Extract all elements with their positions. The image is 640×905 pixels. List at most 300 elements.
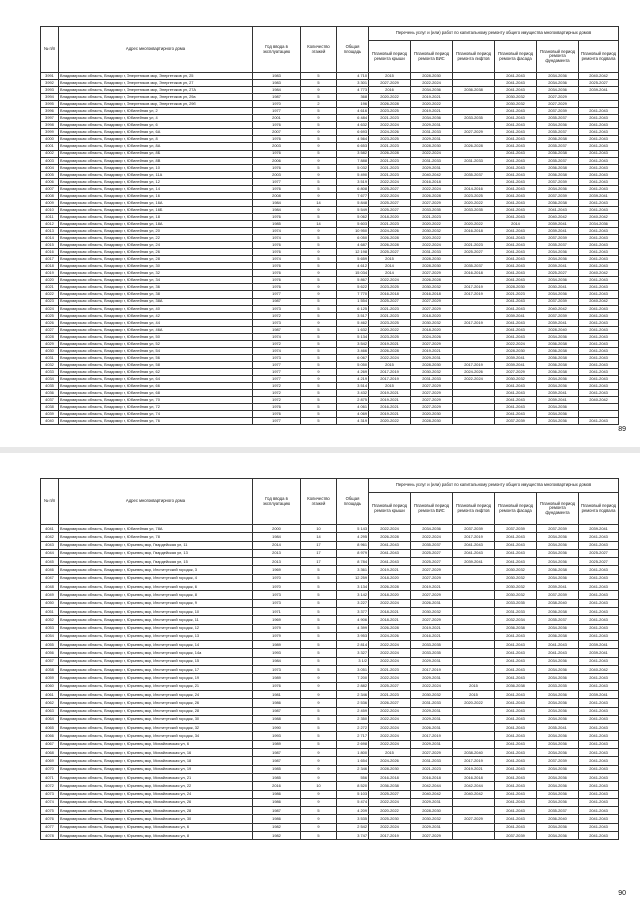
cell-address: Владимирская область, Владимир г, Юбилейная ул, 24 (59, 242, 253, 249)
header-floors: Количество этажей (301, 479, 337, 525)
cell-area: 5 848 (337, 199, 369, 206)
cell-vis: 2026-2028 (411, 277, 453, 284)
cell-area: 4 773 (337, 87, 369, 94)
cell-foundation: 2041-2043 (537, 649, 579, 657)
cell-vis: 2027-2029 (411, 340, 453, 347)
cell-floors: 5 (301, 397, 337, 404)
cell-facade: 2027-2029 (495, 368, 537, 375)
cell-year: 1990 (253, 724, 301, 732)
cell-vis: 2029-2031 (411, 354, 453, 361)
cell-year: 1983 (253, 73, 301, 80)
cell-roof: 2015 (369, 256, 411, 263)
cell-address: Владимирская область, Владимир г, Юрьевец мкр, Институтский городок, 12 (59, 624, 253, 632)
cell-facade: 2041-2043 (495, 690, 537, 698)
cell-roof: 2021-2023 (369, 312, 411, 319)
cell-basement: 2041-2043 (579, 361, 619, 368)
cell-address: Владимирская область, Владимир г, Юбилейная ул, 42 (59, 312, 253, 319)
cell-floors: 9 (301, 798, 337, 806)
table-row (41, 807, 619, 815)
cell-address: Владимирская область, Владимир г, Юрьевец мкр, Михайловская ул, 22 (59, 782, 253, 790)
cell-vis: 2018-2020 (411, 312, 453, 319)
cell-area: 3 142 (337, 591, 369, 599)
cell-floors: 14 (301, 220, 337, 227)
cell-num: 3995 (41, 101, 59, 108)
cell-lifts (453, 101, 495, 108)
cell-address: Владимирская область, Владимир г, Юбилейная ул, 16А (59, 199, 253, 206)
table-row (41, 690, 619, 698)
cell-num: 4032 (41, 361, 59, 368)
cell-area: 2 459 (337, 707, 369, 715)
cell-lifts: 2021-2023 (453, 242, 495, 249)
cell-lifts (453, 574, 495, 582)
cell-address: Владимирская область, Владимир г, Юбилейная ул, 58 (59, 361, 253, 368)
cell-num: 4066 (41, 732, 59, 740)
cell-roof: 2021-2023 (369, 143, 411, 150)
table-row (41, 599, 619, 607)
cell-lifts (453, 607, 495, 615)
cell-roof: 2022-2024 (369, 707, 411, 715)
cell-lifts (453, 591, 495, 599)
table-row (41, 94, 619, 101)
cell-basement: 2041-2043 (579, 616, 619, 624)
cell-floors: 5 (301, 326, 337, 333)
cell-address: Владимирская область, Владимир г, Юбилейная ул, 18А (59, 220, 253, 227)
cell-lifts: 2035-2037 (453, 263, 495, 270)
cell-floors: 5 (301, 566, 337, 574)
cell-roof: 2021-2023 (369, 157, 411, 164)
cell-lifts (453, 150, 495, 157)
cell-vis: 2026-2031 (411, 599, 453, 607)
cell-vis: 2027-2029 (411, 305, 453, 312)
header-group: Перечень услуг и (или) работ по капитальному ремонту общего имущества многоквартирных домов (369, 479, 619, 493)
document-page-89 (0, 0, 640, 440)
cell-facade: 2041-2043 (495, 807, 537, 815)
cell-vis: 2029-2031 (411, 164, 453, 171)
cell-lifts (453, 707, 495, 715)
cell-roof: 2016 (369, 87, 411, 94)
table-row (41, 319, 619, 326)
cell-num: 4033 (41, 368, 59, 375)
cell-basement: 2041-2043 (579, 235, 619, 242)
repair-schedule-table (40, 26, 619, 425)
cell-floors: 10 (301, 525, 337, 533)
cell-roof: 2021-2023 (369, 164, 411, 171)
header-num: № п/п (41, 479, 59, 525)
cell-roof: 2020-2022 (369, 326, 411, 333)
cell-foundation: 2036-2040 (537, 815, 579, 823)
cell-foundation: 2041-2043 (537, 641, 579, 649)
cell-lifts: 2020-2022 (453, 220, 495, 227)
cell-vis: 2016-2021 (411, 632, 453, 640)
cell-vis: 2029-2031 (411, 136, 453, 143)
cell-floors: 9 (301, 749, 337, 757)
cell-lifts (453, 347, 495, 354)
cell-lifts: 2017-2019 (453, 319, 495, 326)
cell-floors: 5 (301, 122, 337, 129)
cell-lifts (453, 732, 495, 740)
cell-lifts (453, 823, 495, 831)
cell-lifts: 2035-2037 (453, 171, 495, 178)
cell-roof: 2026-2028 (369, 624, 411, 632)
table-row (41, 249, 619, 256)
cell-area: 6 653 (337, 143, 369, 150)
cell-lifts: 2020-2022 (453, 199, 495, 206)
cell-roof: 2041-2043 (369, 541, 411, 549)
cell-area: 5 549 (337, 206, 369, 213)
cell-facade: 2041-2043 (495, 87, 537, 94)
cell-area: 8 520 (337, 782, 369, 790)
cell-floors: 5 (301, 298, 337, 305)
cell-address: Владимирская область, Владимир г, Юбилейная ул, 22 (59, 235, 253, 242)
cell-num: 4049 (41, 591, 59, 599)
cell-address: Владимирская область, Владимир г, Юрьевец мкр, Институтский городок, 6 (59, 583, 253, 591)
cell-area: 5 622 (337, 284, 369, 291)
cell-lifts (453, 354, 495, 361)
cell-vis: 2028-2030 (411, 361, 453, 368)
cell-basement: 2041-2043 (579, 249, 619, 256)
cell-roof: 2022-2024 (369, 599, 411, 607)
cell-floors: 5 (301, 591, 337, 599)
cell-facade: 2032-2034 (495, 616, 537, 624)
cell-year: 1976 (253, 213, 301, 220)
cell-lifts: 2016-2018 (453, 773, 495, 781)
cell-basement (579, 404, 619, 411)
cell-area: 5 103 (337, 790, 369, 798)
cell-num: 4044 (41, 549, 59, 557)
cell-lifts (453, 583, 495, 591)
cell-vis: 2031-2033 (411, 757, 453, 765)
cell-area: 3 953 (337, 632, 369, 640)
cell-roof: 2023-2025 (369, 108, 411, 115)
cell-address: Владимирская область, Владимир г, Юрьевец мкр, Михайловская ул, 28 (59, 807, 253, 815)
cell-lifts (453, 724, 495, 732)
cell-year: 1985 (253, 773, 301, 781)
cell-roof: 2022-2024 (369, 657, 411, 665)
cell-foundation: 2036-2038 (537, 354, 579, 361)
table-row (41, 411, 619, 418)
cell-roof: 2019-2021 (369, 566, 411, 574)
cell-facade: 2041-2043 (495, 185, 537, 192)
cell-floors: 5 (301, 715, 337, 723)
cell-floors: 9 (301, 674, 337, 682)
cell-roof: 2016-2018 (369, 773, 411, 781)
cell-year: 1984 (253, 657, 301, 665)
cell-address: Владимирская область, Владимир г, Юрьевец мкр, Михайловская ул, 21 (59, 773, 253, 781)
cell-vis: 2040-2042 (411, 171, 453, 178)
table-row (41, 823, 619, 831)
cell-area: 6 050 (337, 235, 369, 242)
cell-foundation: 2034-2036 (537, 404, 579, 411)
cell-basement: 2041-2043 (579, 263, 619, 270)
cell-floors: 9 (301, 815, 337, 823)
cell-year: 1987 (253, 298, 301, 305)
table-row (41, 157, 619, 164)
cell-num: 4046 (41, 566, 59, 574)
cell-address: Владимирская область, Владимир г, Юбилейная ул, 16 (59, 192, 253, 199)
cell-num: 4028 (41, 333, 59, 340)
cell-lifts: 2041-2043 (453, 541, 495, 549)
cell-basement: 2041-2043 (579, 256, 619, 263)
cell-facade: 2041-2043 (495, 122, 537, 129)
cell-floors: 9 (301, 206, 337, 213)
cell-area: 368 (337, 94, 369, 101)
cell-facade: 2041-2043 (495, 108, 537, 115)
cell-vis: 2034-2036 (411, 87, 453, 94)
cell-facade: 2041-2043 (495, 815, 537, 823)
cell-facade: 2041-2043 (495, 235, 537, 242)
cell-floors: 5 (301, 574, 337, 582)
cell-floors: 9 (301, 765, 337, 773)
cell-vis: 2022-2024 (411, 533, 453, 541)
cell-foundation: 2037-2039 (537, 591, 579, 599)
cell-basement: 2041-2043 (579, 326, 619, 333)
cell-roof: 2018-2020 (369, 591, 411, 599)
cell-facade: 2041-2043 (495, 632, 537, 640)
cell-vis: 2022-2024 (411, 80, 453, 87)
cell-roof: 2026-2028 (369, 347, 411, 354)
table-row (41, 108, 619, 115)
cell-year: 2007 (253, 129, 301, 136)
cell-facade: 2041-2043 (495, 558, 537, 566)
table-row (41, 790, 619, 798)
cell-area: 5 474 (337, 798, 369, 806)
cell-num: 4034 (41, 376, 59, 383)
cell-num: 4040 (41, 418, 59, 425)
cell-num: 3991 (41, 73, 59, 80)
cell-facade: 2039-2041 (495, 354, 537, 361)
cell-vis: 2029-2031 (411, 657, 453, 665)
cell-year: 1977 (253, 178, 301, 185)
cell-vis: 2031-2033 (411, 249, 453, 256)
cell-address: Владимирская область, Владимир г, Юрьевец мкр, Гвардейская ул, 13 (59, 549, 253, 557)
cell-foundation: 2037-2039 (537, 312, 579, 319)
cell-vis: 2029-2031 (411, 798, 453, 806)
cell-basement: 2034-2036 (579, 220, 619, 227)
cell-basement: 2041-2043 (579, 674, 619, 682)
cell-vis: 2022-2024 (411, 185, 453, 192)
cell-foundation: 2038-2040 (537, 599, 579, 607)
cell-basement: 2041-2043 (579, 823, 619, 831)
cell-floors: 9 (301, 319, 337, 326)
cell-area: 5 050 (337, 361, 369, 368)
cell-facade: 2041-2043 (495, 724, 537, 732)
cell-lifts (453, 108, 495, 115)
cell-year: 1986 (253, 815, 301, 823)
cell-facade: 2030-2032 (495, 101, 537, 108)
cell-num: 4020 (41, 277, 59, 284)
cell-vis: 2035-2037 (411, 541, 453, 549)
cell-year: 1976 (253, 277, 301, 284)
cell-roof: 2018-2021 (369, 607, 411, 615)
cell-basement: 2041-2043 (579, 143, 619, 150)
cell-foundation: 2035-2037 (537, 129, 579, 136)
cell-area: 3 747 (337, 831, 369, 839)
cell-vis: 2030-2032 (411, 368, 453, 375)
table-row (41, 404, 619, 411)
cell-foundation: 2034-2036 (537, 291, 579, 298)
cell-year: 1970 (253, 574, 301, 582)
cell-foundation: 2039-2041 (537, 263, 579, 270)
header-roof: Плановый период ремонта крыши (369, 41, 411, 73)
cell-roof: 2022-2024 (369, 641, 411, 649)
cell-foundation: 2039-2041 (537, 390, 579, 397)
table-row (41, 80, 619, 87)
cell-num: 4022 (41, 291, 59, 298)
cell-area: 5 032 (337, 164, 369, 171)
table-row (41, 73, 619, 80)
cell-foundation: 2037-2039 (537, 298, 579, 305)
cell-floors: 5 (301, 185, 337, 192)
cell-facade: 2041-2043 (495, 649, 537, 657)
cell-floors: 5 (301, 418, 337, 425)
cell-area: 4 269 (337, 368, 369, 375)
cell-lifts: 2031-2033 (453, 157, 495, 164)
cell-facade: 2041-2043 (495, 164, 537, 171)
cell-vis: 2027-2029 (411, 404, 453, 411)
cell-area: 2 346 (337, 765, 369, 773)
cell-foundation: 2035-2037 (537, 157, 579, 164)
cell-area: 3 134 (337, 583, 369, 591)
cell-year: 1973 (253, 319, 301, 326)
cell-facade: 2022-2024 (495, 340, 537, 347)
table-row (41, 333, 619, 340)
cell-roof: 2021-2023 (369, 171, 411, 178)
cell-lifts (453, 624, 495, 632)
cell-address: Владимирская область, Владимир г, Юбилейная ул, 8 (59, 136, 253, 143)
cell-roof: 2019-2021 (369, 397, 411, 404)
cell-facade: 2036-2038 (495, 682, 537, 690)
cell-year: 2013 (253, 558, 301, 566)
cell-area: 2 272 (337, 724, 369, 732)
cell-floors: 5 (301, 390, 337, 397)
cell-address: Владимирская область, Владимир г, Юрьевец мкр, Михайловская ул, 16 (59, 749, 253, 757)
cell-lifts (453, 740, 495, 748)
cell-floors: 5 (301, 657, 337, 665)
cell-floors: 5 (301, 333, 337, 340)
cell-vis: 2034-2036 (411, 115, 453, 122)
cell-lifts: 2042-2044 (453, 782, 495, 790)
cell-num: 4054 (41, 632, 59, 640)
cell-foundation: 2034-2036 (537, 418, 579, 425)
cell-num: 4043 (41, 541, 59, 549)
cell-vis: 2033-2035 (411, 649, 453, 657)
cell-floors: 5 (301, 150, 337, 157)
cell-area: 4 564 (337, 136, 369, 143)
cell-area: 3 517 (337, 312, 369, 319)
cell-address: Владимирская область, Владимир г, Юбилейная ул, 38А (59, 298, 253, 305)
cell-roof: 2026-2028 (369, 242, 411, 249)
cell-vis: 2029-2031 (411, 122, 453, 129)
cell-foundation: 2034-2036 (537, 333, 579, 340)
cell-vis: 2030-2032 (411, 607, 453, 615)
cell-area: 5 062 (337, 213, 369, 220)
cell-floors: 9 (301, 157, 337, 164)
cell-floors: 5 (301, 164, 337, 171)
cell-num: 4064 (41, 715, 59, 723)
cell-floors: 9 (301, 192, 337, 199)
cell-area: 1 632 (337, 326, 369, 333)
cell-vis: 2030-2032 (411, 815, 453, 823)
cell-area: 4 906 (337, 616, 369, 624)
cell-year: 2003 (253, 171, 301, 178)
cell-lifts: 2026-2028 (453, 143, 495, 150)
cell-lifts (453, 333, 495, 340)
table-body (41, 525, 619, 840)
header-area: Общая площадь (337, 27, 369, 73)
cell-vis: 2021-2023 (411, 213, 453, 220)
table-row (41, 228, 619, 235)
cell-area: 4 616 (337, 108, 369, 115)
cell-basement: 2040-2042 (579, 270, 619, 277)
cell-address: Владимирская область, Владимир г, Юрьевец мкр, Гвардейская ул, 11 (59, 541, 253, 549)
cell-floors: 5 (301, 256, 337, 263)
cell-foundation: 2030-2041 (537, 284, 579, 291)
cell-num: 4057 (41, 657, 59, 665)
table-row (41, 574, 619, 582)
cell-roof: 2021-2023 (369, 115, 411, 122)
cell-address: Владимирская область, Владимир г, Юрьевец мкр, Институтский городок, 19 (59, 674, 253, 682)
cell-lifts (453, 298, 495, 305)
cell-basement: 2041-2043 (579, 277, 619, 284)
cell-foundation: 2035-2037 (537, 616, 579, 624)
cell-foundation: 2036-2038 (537, 199, 579, 206)
cell-area: 3 535 (337, 815, 369, 823)
cell-facade: 2041-2043 (495, 136, 537, 143)
cell-num: 4013 (41, 228, 59, 235)
table-row (41, 87, 619, 94)
cell-lifts: 2041-2043 (453, 549, 495, 557)
table-row (41, 798, 619, 806)
cell-address: Владимирская область, Владимир г, Юбилейная ул, 18 (59, 213, 253, 220)
cell-floors: 5 (301, 263, 337, 270)
cell-vis: 2040-2042 (411, 790, 453, 798)
cell-year: 1974 (253, 333, 301, 340)
cell-facade: 2041-2043 (495, 157, 537, 164)
cell-floors: 9 (301, 87, 337, 94)
cell-basement: 2041-2043 (579, 390, 619, 397)
cell-address: Владимирская область, Владимир г, Юбилейная ул, 46А (59, 326, 253, 333)
header-address: Адрес многоквартирного дома (59, 27, 253, 73)
cell-roof: 2022-2024 (369, 732, 411, 740)
table-row (41, 340, 619, 347)
cell-lifts: 2016-2018 (453, 228, 495, 235)
cell-year: 1976 (253, 185, 301, 192)
cell-vis: 2017-2019 (411, 732, 453, 740)
cell-address: Владимирская область, Владимир г, Юрьевец мкр, Михайловская ул, 26 (59, 798, 253, 806)
cell-facade: 2041-2043 (495, 206, 537, 213)
cell-num: 4047 (41, 574, 59, 582)
cell-floors: 5 (301, 632, 337, 640)
cell-basement: 2041-2043 (579, 541, 619, 549)
cell-roof: 2025-2027 (369, 206, 411, 213)
cell-floors: 5 (301, 607, 337, 615)
cell-floors: 5 (301, 277, 337, 284)
cell-facade: 2041-2043 (495, 326, 537, 333)
cell-vis: 2042-2044 (411, 782, 453, 790)
cell-year: 1986 (253, 790, 301, 798)
cell-floors: 5 (301, 411, 337, 418)
cell-year: 1986 (253, 699, 301, 707)
header-foundation: Плановый период ремонта фундамента (537, 41, 579, 73)
table-row (41, 277, 619, 284)
cell-floors: 9 (301, 171, 337, 178)
cell-year: 1976 (253, 263, 301, 270)
cell-year: 1970 (253, 101, 301, 108)
cell-vis: 2021-2023 (411, 765, 453, 773)
cell-roof: 2025-2027 (369, 682, 411, 690)
cell-facade: 2041-2043 (495, 666, 537, 674)
cell-basement: 2041-2043 (579, 607, 619, 615)
